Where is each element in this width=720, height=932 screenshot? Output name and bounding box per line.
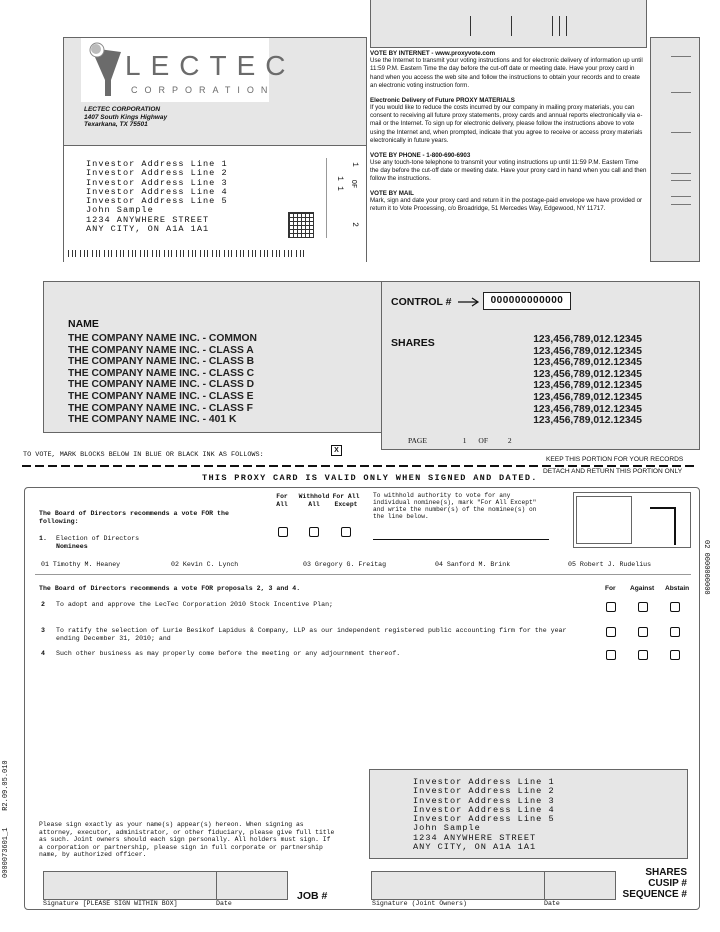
tear-line: [22, 465, 698, 467]
page-indicator: [408, 436, 512, 445]
address-line: John Sample: [413, 823, 481, 834]
page-mark-n1: 1: [349, 162, 359, 167]
nominee: 03 Gregory G. Freitag: [303, 561, 387, 568]
footer-sequence: SEQUENCE #: [622, 889, 687, 900]
checkbox-p4-against[interactable]: [638, 650, 648, 660]
logo-name: LECTEC: [125, 50, 296, 81]
footer-codes: [617, 867, 687, 900]
company-panel: [63, 37, 367, 262]
proposal-num: 2: [41, 601, 45, 608]
valid-notice: THIS PROXY CARD IS VALID ONLY WHEN SIGNED AND DATED.: [202, 473, 538, 483]
vote-phone-heading: VOTE BY PHONE - 1-800-690-6903: [370, 151, 471, 159]
item1-num: 1.: [39, 535, 47, 542]
col-abstain: Abstain: [665, 585, 690, 592]
board-recommendation: The Board of Directors recommends a vote FOR the following:: [39, 510, 229, 525]
checkbox-withhold-all[interactable]: [309, 527, 319, 537]
page-label: PAGE: [408, 436, 427, 445]
edelivery-body: If you would like to reduce the costs incurred by our company in mailing proxy materials, you can consent to receiving all future proxy statements, proxy cards and annual reports electronically via e-mail or the Internet. To sign up for electronic delivery, please follow the instructions above to vote using the Internet and, when prompted, indicate that you agree to receive or access proxy materials electronically in future years.: [370, 103, 643, 145]
shares-row: 123,456,789,012.12345: [533, 391, 642, 403]
joint-date-label: Date: [544, 900, 560, 907]
address-window: [64, 145, 366, 262]
company-name-row: THE COMPANY NAME INC. - CLASS E: [68, 390, 254, 402]
shares-row: 123,456,789,012.12345: [533, 415, 642, 427]
checkbox-p3-for[interactable]: [606, 627, 616, 637]
sample-x-mark: X: [334, 447, 339, 454]
logo-sub: CORPORATION: [131, 85, 275, 95]
vote-internet-body: Use the Internet to transmit your voting instructions and for electronic delivery of information up until 11:59 P.M. Eastern Time the day before the cut-off date or meeting date. Have your proxy card in hand when you access the web site and follow the instructions to obtain your records and to create an electronic voting instruction form.: [370, 57, 643, 90]
address-line: Investor Address Line 2: [413, 786, 555, 797]
col-for: For: [605, 585, 616, 592]
nominee: 01 Timothy M. Heaney: [41, 561, 121, 568]
address-line: Investor Address Line 5: [413, 814, 555, 825]
name-label: NAME: [68, 318, 99, 330]
keep-portion-note: KEEP THIS PORTION FOR YOUR RECORDS: [546, 456, 684, 463]
checkbox-p4-abstain[interactable]: [670, 650, 680, 660]
control-number: 000000000000: [483, 292, 571, 310]
ballot-card: [24, 487, 700, 910]
address-line: 1234 ANYWHERE STREET: [413, 832, 537, 843]
shares-row: 123,456,789,012.12345: [533, 357, 642, 369]
joint-date-box[interactable]: [544, 871, 616, 900]
footer-cusip: CUSIP #: [648, 878, 687, 889]
checkbox-for-all-except[interactable]: [341, 527, 351, 537]
checkbox-p4-for[interactable]: [606, 650, 616, 660]
detach-note: DETACH AND RETURN THIS PORTION ONLY: [543, 468, 683, 475]
company-name-row: THE COMPANY NAME INC. - CLASS F: [68, 402, 253, 414]
proposal-text: To ratify the selection of Lurie Besikof Lapidus & Company, LLP as our independent registered public accounting firm for the year ending December 31, 2010; and: [56, 627, 567, 642]
address-line: John Sample: [86, 205, 154, 216]
name-panel: [43, 281, 382, 433]
company-name-row: THE COMPANY NAME INC. - CLASS D: [68, 379, 255, 391]
control-panel: [381, 281, 700, 450]
address-block: [86, 160, 228, 234]
checkbox-p3-against[interactable]: [638, 627, 648, 637]
corner-mark: [650, 507, 676, 545]
company-name-row: THE COMPANY NAME INC. - CLASS C: [68, 367, 255, 379]
company-logo: [81, 38, 296, 102]
address-line: ANY CITY, ON A1A 1A1: [86, 224, 210, 235]
col-withhold-all: Withhold All: [298, 493, 330, 508]
page-mark-n2: 1: [334, 176, 344, 181]
nominee: 04 Sanford M. Brink: [435, 561, 511, 568]
return-address-box: [369, 769, 688, 859]
top-tab: [370, 0, 647, 48]
arrow-right-icon: [458, 297, 480, 307]
company-name-row: THE COMPANY NAME INC. - COMMON: [68, 333, 257, 344]
page-num: 1: [462, 436, 467, 445]
vote-phone-body: Use any touch-tone telephone to transmit your voting instructions up until 11:59 P.M. Eastern Time the day before the cut-off date or meeting date. Have your proxy card in hand when you call and then follow the instructions.: [370, 158, 647, 183]
right-strip: [650, 37, 700, 262]
date-label: Date: [216, 900, 232, 907]
checkbox-p2-against[interactable]: [638, 602, 648, 612]
vertical-form-code: 0000073601_1 R2.09.05.010: [2, 760, 10, 878]
shares-row: 123,456,789,012.12345: [533, 334, 642, 345]
nominee: 05 Robert J. Rudelius: [568, 561, 652, 568]
return-address-block: [413, 778, 555, 852]
side-code: 02 0000000000: [702, 540, 710, 595]
company-name-row: THE COMPANY NAME INC. - 401 K: [68, 414, 237, 426]
shares-list: [514, 334, 642, 427]
company-name: LECTEC CORPORATION: [84, 106, 161, 113]
address-line: 1234 ANYWHERE STREET: [86, 214, 210, 225]
postal-barcode: [68, 250, 308, 257]
nominee: 02 Kevin C. Lynch: [171, 561, 239, 568]
proposal-text: Such other business as may properly come before the meeting or any adjournment thereof.: [56, 650, 401, 657]
corner-box: [573, 492, 691, 548]
col-against: Against: [630, 585, 655, 592]
item1-label: Election of Directors: [56, 535, 140, 542]
shares-row: 123,456,789,012.12345: [533, 380, 642, 392]
address-line: Investor Address Line 3: [86, 177, 228, 188]
nominees-label: Nominees: [56, 543, 88, 550]
logo-mark-icon: [85, 40, 125, 96]
vote-mail-body: Mark, sign and date your proxy card and return it in the postage-paid envelope we have provided or return it to Vote Processing, c/o Broadridge, 51 Mercedes Way, Edgewood, NY 11717.: [370, 196, 643, 213]
control-label: CONTROL #: [391, 296, 452, 308]
corner-inner-box: [576, 496, 632, 544]
address-line: Investor Address Line 4: [413, 804, 555, 815]
shares-row: 123,456,789,012.12345: [533, 345, 642, 357]
address-line: Investor Address Line 3: [413, 795, 555, 806]
proposal-num: 4: [41, 650, 45, 657]
col-for-all: For All: [276, 493, 288, 508]
address-line: Investor Address Line 1: [86, 159, 228, 169]
shares-row: 123,456,789,012.12345: [533, 368, 642, 380]
vote-internet-heading: VOTE BY INTERNET - www.proxyvote.com: [370, 50, 496, 57]
shares-label: SHARES: [391, 337, 435, 349]
vote-instructions: [370, 46, 648, 214]
checkbox-p3-abstain[interactable]: [670, 627, 680, 637]
address-line: Investor Address Line 2: [86, 168, 228, 179]
company-name-row: THE COMPANY NAME INC. - CLASS A: [68, 344, 254, 356]
page-mark-of: OF: [349, 179, 358, 189]
sample-mark-box: [331, 445, 342, 456]
checkbox-p2-abstain[interactable]: [670, 602, 680, 612]
signature-label: Signature [PLEASE SIGN WITHIN BOX]: [43, 900, 178, 907]
barcode-grid: [288, 212, 314, 238]
vote-mark-instructions: TO VOTE, MARK BLOCKS BELOW IN BLUE OR BLACK INK AS FOLLOWS:: [23, 451, 264, 459]
withhold-instructions: To withhold authority to vote for any individual nominee(s), mark "For All Except" and write the number(s) of the nominee(s) on the line below.: [373, 492, 537, 520]
proposal-text: To adopt and approve the LecTec Corporation 2010 Stock Incentive Plan;: [56, 601, 333, 608]
company-name-row: THE COMPANY NAME INC. - CLASS B: [68, 356, 255, 368]
address-line: Investor Address Line 1: [413, 777, 555, 787]
footer-shares: SHARES: [645, 867, 687, 878]
address-line: Investor Address Line 4: [86, 186, 228, 197]
page-of: OF: [478, 436, 488, 445]
shares-row: 123,456,789,012.12345: [533, 403, 642, 415]
signature-date-box[interactable]: [216, 871, 288, 900]
signature-box[interactable]: [43, 871, 217, 900]
divider: [35, 574, 691, 575]
proposals-header: The Board of Directors recommends a vote FOR proposals 2, 3 and 4.: [39, 585, 301, 592]
checkbox-p2-for[interactable]: [606, 602, 616, 612]
checkbox-for-all[interactable]: [278, 527, 288, 537]
address-line: ANY CITY, ON A1A 1A1: [413, 842, 537, 853]
edelivery-heading: Electronic Delivery of Future PROXY MATERIALS: [370, 96, 515, 104]
sign-instructions: Please sign exactly as your name(s) appear(s) hereon. When signing as attorney, executor, administrator, or other fiduciary, please give full title as such. Joint owners should each sign personally. All holders must sign. If a corporation or partnership, please sign in full corporate or partnership name, by authorized officer.: [39, 821, 335, 859]
page-mark-n4: 2: [349, 222, 359, 227]
address-line: Investor Address Line 5: [86, 196, 228, 207]
job-label: JOB #: [297, 890, 328, 902]
page-mark-n3: 1: [334, 186, 344, 191]
company-street: 1407 South Kings Highway: [84, 113, 168, 121]
company-name-list: [68, 333, 257, 426]
joint-signature-label: Signature (Joint Owners): [372, 900, 467, 907]
page-total: 2: [507, 436, 512, 445]
page-marks: [326, 158, 367, 238]
vote-mail-heading: VOTE BY MAIL: [370, 189, 414, 197]
company-city: Texarkana, TX 75501: [84, 121, 148, 128]
except-write-line[interactable]: [373, 539, 549, 540]
col-for-all-except: For All Except: [332, 493, 360, 508]
proposal-num: 3: [41, 627, 45, 634]
joint-signature-box[interactable]: [371, 871, 545, 900]
company-address: [84, 106, 167, 129]
